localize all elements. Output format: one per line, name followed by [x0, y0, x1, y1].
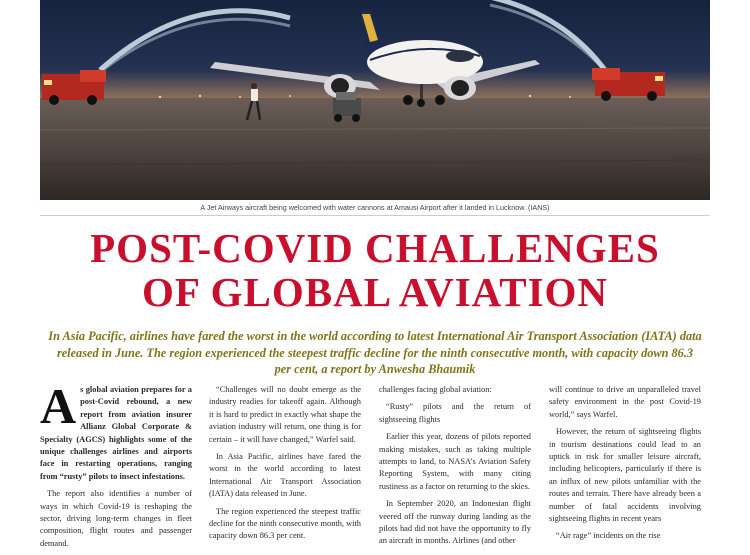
drop-cap: A [40, 378, 77, 434]
headline-line-2: OF GLOBAL AVIATION [141, 269, 609, 315]
article-paragraph [40, 378, 192, 483]
headline-line-1: POST-COVID CHALLENGES [90, 225, 660, 271]
article-paragraph: “Challenges will no doubt emerge as the industry readies for takeoff again. Although it is hard to predict in exactly what shape the aviation industry will return, one thing is for certain – it will have changed,” Warfel said. [209, 385, 361, 444]
article-paragraph: However, the return of sightseeing flights in tourism destinations could lead to an uptick in risk for smaller leisure aircraft, including helicopters, particularly if there is an influx of new pilots unfamiliar with the routes and terrain. There have already been a number of fatal accidents involving sightseeing flights in recent years [549, 427, 701, 524]
article-column-1 [40, 378, 192, 555]
article-paragraph: In Asia Pacific, airlines have fared the worst in the world according to latest International Air Transport Association (IATA) data released in June. [209, 452, 361, 499]
article-subhead: “Rusty” pilots and the return of sightseeing flights [379, 402, 531, 424]
article-paragraph: will continue to drive an unparalleled travel safety environment in the post Covid-19 world,” says Warfel. [549, 385, 701, 419]
aircraft-water-salute-image [40, 0, 710, 200]
article-column-2 [209, 384, 361, 548]
article-paragraph: In September 2020, an Indonesian flight veered off the runway during landing as the pilots had did not have the opportunity to fly an aircraft in months. Airlines (and other [379, 499, 531, 546]
article-subhead: “Air rage” incidents on the rise [556, 531, 661, 541]
article-column-4 [549, 384, 701, 548]
hero-photo [40, 0, 710, 200]
article-paragraph: challenges facing global aviation: [379, 385, 492, 394]
article-standfirst: In Asia Pacific, airlines have fared the worst in the world according to latest International Air Transport Association (IATA) data released in June. The region experienced the steepest traffic decline for the ninth consecutive month, with capacity down 86.3 per cent, a report by Anwesha Bhaumik [48, 329, 702, 376]
article-paragraph: The report also identifies a number of ways in which Covid-19 is reshaping the sector, driving long-term changes in fleet composition, flight routes and passenger demand. [40, 489, 192, 548]
article-paragraph: Earlier this year, dozens of pilots reported making mistakes, such as taking multiple attempts to land, to NASA’s Aviation Safety Reporting System, with many citing rustiness as a factor on returning to the skies. [379, 432, 531, 491]
article-paragraph: The region experienced the steepest traffic decline for the ninth consecutive month, with capacity down 86.3 per cent. [209, 506, 361, 541]
article-headline [40, 226, 710, 314]
photo-caption: A Jet Airways aircraft being welcomed with water cannons at Amausi Airport after it landed in Lucknow. (IANS) [40, 200, 710, 216]
lead-paragraph-text: s global aviation prepares for a post-Covid rebound, a new report from aviation insurer Allianz Global Corporate & Specialty (AGCS) highlights some of the unique challenges airlines and airports face in restarting operations, ranging from “rusty” pilots to insect infestations. [40, 385, 192, 481]
article-column-3 [379, 384, 531, 553]
